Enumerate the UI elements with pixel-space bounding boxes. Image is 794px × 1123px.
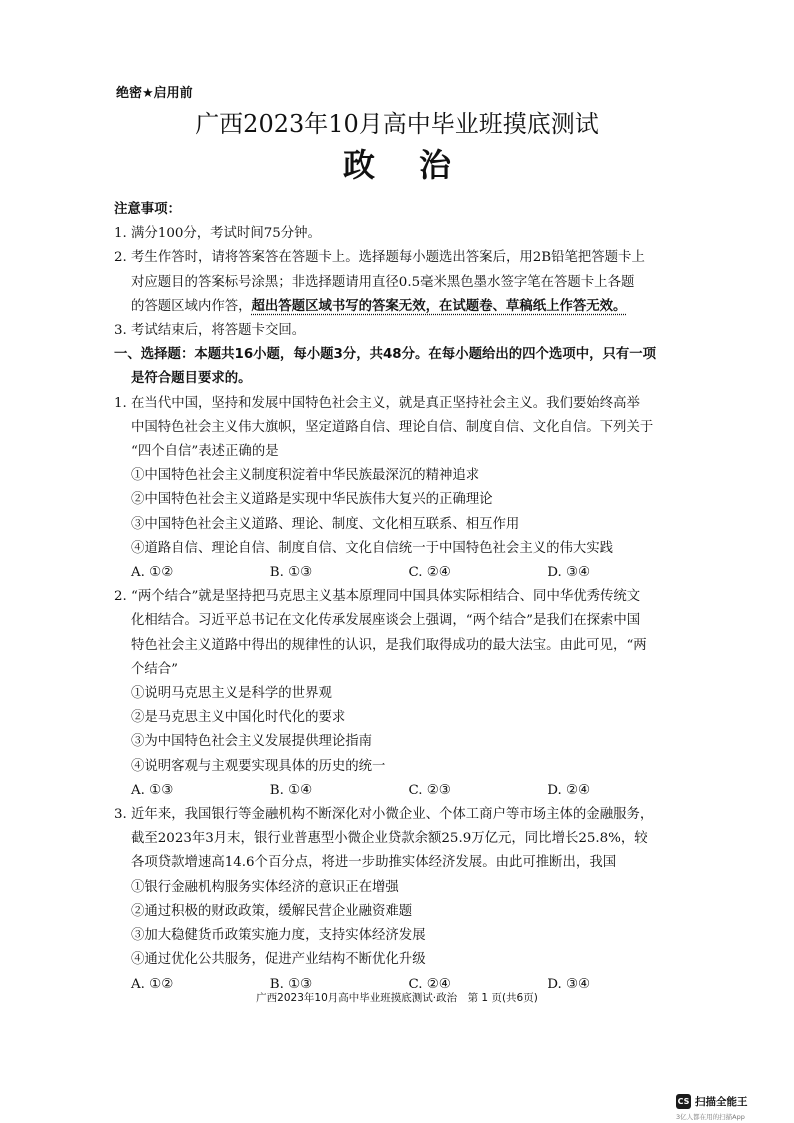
q1-statement-4: ④道路自信、理论自信、制度自信、文化自信统一于中国特色社会主义的伟大实践 — [131, 540, 614, 556]
q3-option-b: B. ①③ — [269, 976, 313, 992]
q3-option-c: C. ②④ — [408, 976, 451, 992]
scanner-app-name: 扫描全能王 — [695, 1096, 748, 1108]
q1-option-d: D. ③④ — [547, 565, 591, 581]
notes-heading: 注意事项： — [114, 202, 181, 217]
q3-statement-4: ④通过优化公共服务，促进产业结构不断优化升级 — [131, 952, 426, 968]
q2-statement-4: ④说明客观与主观要实现具体的历史的统一 — [131, 758, 386, 774]
q3-statement-1: ①银行金融机构服务实体经济的意识正在增强 — [131, 879, 399, 895]
q1-stem-line-3: “四个自信”表述正确的是 — [131, 444, 279, 460]
q2-statement-2: ②是马克思主义中国化时代化的要求 — [131, 710, 346, 726]
note-2-line-3 — [114, 295, 686, 319]
exam-body — [114, 198, 686, 997]
q1-stem-line-1: 1. 在当代中国，坚持和发展中国特色社会主义，就是真正坚持社会主义。我们要始终高举 — [114, 395, 640, 411]
q1-option-c: C. ②④ — [408, 565, 451, 581]
q2-statement-1: ①说明马克思主义是科学的世界观 — [131, 686, 332, 702]
q1-options — [114, 561, 686, 585]
note-2-line-2: 对应题目的答案标号涂黑；非选择题请用直径0.5毫米黑色墨水签字笔在答题卡上各题 — [131, 274, 635, 290]
section-heading-line-2: 是符合题目要求的。 — [131, 371, 252, 387]
q1-option-b: B. ①③ — [269, 565, 313, 581]
scanner-watermark — [676, 1094, 748, 1109]
q3-statement-3: ③加大稳健货币政策实施力度，支持实体经济发展 — [131, 928, 426, 944]
question-1 — [114, 392, 686, 586]
note-3: 3. 考试结束后，将答题卡交回。 — [114, 323, 306, 339]
section-heading-line-1: 一、选择题：本题共16小题，每小题3分，共48分。在每小题给出的四个选项中，只有一项 — [114, 347, 657, 363]
q2-stem-line-1: 2. “两个结合”就是坚持把马克思主义基本原理同中国具体实际相结合、同中华优秀传统文 — [114, 589, 641, 605]
q1-stem-line-2: 中国特色社会主义伟大旗帜，坚定道路自信、理论自信、制度自信、文化自信。下列关于 — [131, 419, 654, 435]
q2-option-b: B. ①④ — [269, 782, 313, 798]
q2-stem-line-4: 个结合” — [131, 661, 179, 677]
question-3 — [114, 803, 686, 997]
q2-stem-line-3: 特色社会主义道路中得出的规律性的认识，是我们取得成功的最大法宝。由此可见，“两 — [131, 637, 647, 653]
q3-statement-2: ②通过积极的财政政策，缓解民营企业融资难题 — [131, 903, 413, 919]
note-2-line-1: 2. 考生作答时，请将答案答在答题卡上。选择题每小题选出答案后，用2B铅笔把答题卡上 — [114, 250, 645, 266]
q1-statement-1: ①中国特色社会主义制度积淀着中华民族最深沉的精神追求 — [131, 468, 480, 484]
q1-statement-3: ③中国特色社会主义道路、理论、制度、文化相互联系、相互作用 — [131, 516, 520, 532]
q3-option-a: A. ①② — [131, 976, 174, 992]
q2-option-c: C. ②③ — [408, 782, 451, 798]
subject-title: 政治 — [342, 146, 495, 184]
q2-statement-3: ③为中国特色社会主义发展提供理论指南 — [131, 734, 373, 750]
confidential-mark: 绝密★启用前 — [116, 86, 193, 101]
note-2-line-3-a: 的答题区域内作答， — [131, 298, 252, 314]
q2-option-d: D. ②④ — [547, 782, 591, 798]
page-footer: 广西2023年10月高中毕业班摸底测试·政治 第 1 页(共6页) — [256, 992, 538, 1004]
q3-stem-line-3: 各项贷款增速高14.6个百分点，将进一步助推实体经济发展。由此可推断出，我国 — [131, 855, 617, 871]
q1-option-a: A. ①② — [131, 565, 174, 581]
camscanner-logo-icon: CS — [676, 1094, 691, 1109]
q3-option-d: D. ③④ — [547, 976, 591, 992]
question-2 — [114, 585, 686, 803]
q2-option-a: A. ①③ — [131, 782, 174, 798]
q2-stem-line-2: 化相结合。习近平总书记在文化传承发展座谈会上强调，“两个结合”是我们在探索中国 — [131, 613, 641, 629]
q1-statement-2: ②中国特色社会主义道路是实现中华民族伟大复兴的正确理论 — [131, 492, 493, 508]
note-1: 1. 满分100分，考试时间75分钟。 — [114, 226, 321, 242]
note-2-emphasis: 超出答题区域书写的答案无效，在试题卷、草稿纸上作答无效。 — [251, 298, 627, 314]
q3-stem-line-1: 3. 近年来，我国银行等金融机构不断深化对小微企业、个体工商户等市场主体的金融服务， — [114, 807, 654, 823]
q2-options — [114, 779, 686, 803]
scanner-tagline: 3亿人都在用的扫描App — [676, 1113, 745, 1121]
exam-title: 广西2023年10月高中毕业班摸底测试 — [195, 110, 599, 138]
q3-stem-line-2: 截至2023年3月末，银行业普惠型小微企业贷款余额25.9万亿元，同比增长25.8%，较 — [131, 831, 648, 847]
